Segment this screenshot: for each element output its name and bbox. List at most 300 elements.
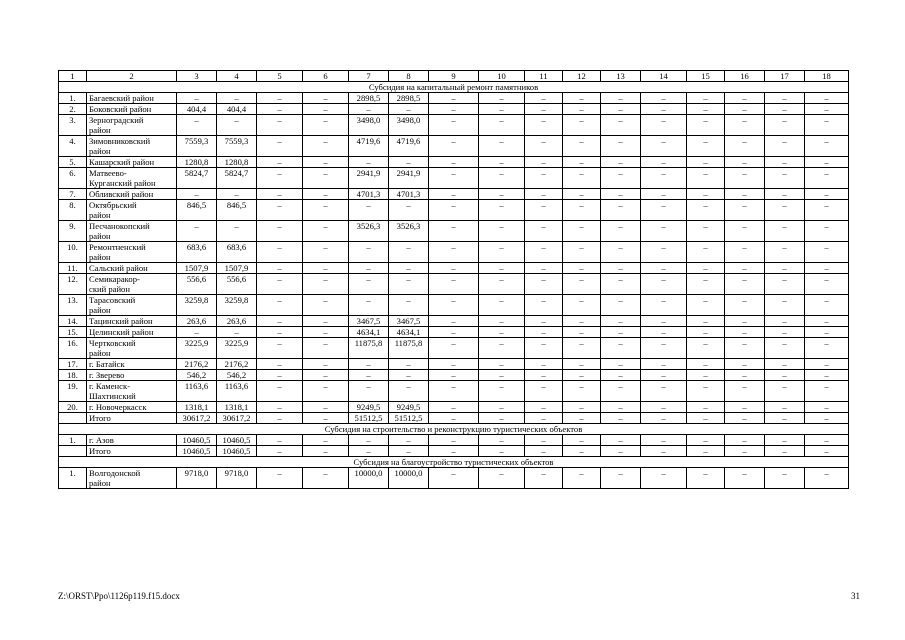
- column-number-cell: 14: [641, 71, 687, 82]
- value-cell: –: [725, 370, 765, 381]
- value-cell: –: [563, 242, 601, 263]
- value-cell: –: [429, 104, 479, 115]
- value-cell: –: [687, 274, 725, 295]
- value-cell: –: [479, 189, 525, 200]
- value-cell: –: [805, 402, 849, 413]
- row-name-line: г. Зверево: [89, 370, 125, 380]
- value-cell: –: [257, 274, 303, 295]
- row-name-line: г. Азов: [89, 435, 114, 445]
- value-cell: –: [765, 359, 805, 370]
- value-cell: –: [525, 274, 563, 295]
- value-cell: –: [805, 295, 849, 316]
- row-name-cell: [87, 189, 177, 200]
- value-cell: –: [641, 221, 687, 242]
- value-cell: –: [525, 93, 563, 104]
- value-cell: –: [641, 104, 687, 115]
- column-number-cell: 15: [687, 71, 725, 82]
- row-name-cell: [87, 221, 177, 242]
- section-title-row: [59, 457, 849, 468]
- value-cell: –: [601, 468, 641, 489]
- value-cell: –: [563, 157, 601, 168]
- value-cell: –: [303, 93, 349, 104]
- value-cell: –: [479, 413, 525, 424]
- value-cell: –: [725, 274, 765, 295]
- row-name-cell: [87, 200, 177, 221]
- value-cell: –: [687, 157, 725, 168]
- value-cell: –: [389, 200, 429, 221]
- value-cell: –: [257, 221, 303, 242]
- value-cell: –: [805, 435, 849, 446]
- table-row: [59, 295, 849, 316]
- value-cell: –: [217, 327, 257, 338]
- value-cell: –: [177, 221, 217, 242]
- value-cell: –: [563, 413, 601, 424]
- value-cell: –: [303, 413, 349, 424]
- value-cell: –: [765, 104, 805, 115]
- value-cell: –: [601, 370, 641, 381]
- value-cell: –: [257, 413, 303, 424]
- value-cell: –: [687, 104, 725, 115]
- value-cell: 10460,5: [177, 446, 217, 457]
- value-cell: –: [563, 221, 601, 242]
- value-cell: –: [601, 168, 641, 189]
- value-cell: 1280,8: [217, 157, 257, 168]
- value-cell: –: [641, 115, 687, 136]
- row-name-cell: [87, 468, 177, 489]
- value-cell: –: [687, 168, 725, 189]
- row-name-cell: [87, 327, 177, 338]
- value-cell: 3526,3: [349, 221, 389, 242]
- row-name-line: Тарасовский: [89, 295, 136, 305]
- row-name-line: г. Батайск: [89, 359, 125, 369]
- section-title: Субсидия на строительство и реконструкцию туристических объектов: [59, 424, 849, 435]
- value-cell: –: [349, 381, 389, 402]
- table-row: [59, 413, 849, 424]
- value-cell: –: [687, 221, 725, 242]
- value-cell: –: [725, 413, 765, 424]
- value-cell: 263,6: [177, 316, 217, 327]
- value-cell: –: [765, 316, 805, 327]
- row-number-cell: 2.: [59, 104, 87, 115]
- value-cell: 2941,9: [389, 168, 429, 189]
- value-cell: –: [257, 446, 303, 457]
- value-cell: –: [177, 115, 217, 136]
- value-cell: –: [429, 136, 479, 157]
- row-name-line: Итого: [89, 413, 111, 423]
- value-cell: –: [349, 242, 389, 263]
- value-cell: –: [563, 402, 601, 413]
- value-cell: –: [349, 435, 389, 446]
- row-name-line: Шахтинский: [89, 391, 136, 401]
- value-cell: –: [479, 263, 525, 274]
- row-name-cell: [87, 435, 177, 446]
- value-cell: –: [805, 157, 849, 168]
- value-cell: 30617,2: [217, 413, 257, 424]
- value-cell: –: [725, 359, 765, 370]
- value-cell: –: [217, 93, 257, 104]
- value-cell: –: [525, 381, 563, 402]
- value-cell: –: [479, 115, 525, 136]
- value-cell: –: [641, 295, 687, 316]
- value-cell: –: [765, 115, 805, 136]
- value-cell: –: [601, 338, 641, 359]
- value-cell: –: [479, 104, 525, 115]
- value-cell: 2898,5: [349, 93, 389, 104]
- value-cell: 4634,1: [349, 327, 389, 338]
- value-cell: –: [257, 295, 303, 316]
- row-number-cell: 14.: [59, 316, 87, 327]
- value-cell: 4634,1: [389, 327, 429, 338]
- value-cell: –: [389, 274, 429, 295]
- value-cell: –: [303, 200, 349, 221]
- value-cell: 1318,1: [177, 402, 217, 413]
- value-cell: –: [525, 221, 563, 242]
- value-cell: –: [641, 136, 687, 157]
- row-name-cell: [87, 157, 177, 168]
- value-cell: –: [687, 295, 725, 316]
- row-number-cell: 12.: [59, 274, 87, 295]
- row-name-line: район: [89, 478, 111, 488]
- table-row: [59, 168, 849, 189]
- value-cell: –: [725, 104, 765, 115]
- row-name-cell: [87, 93, 177, 104]
- value-cell: –: [725, 200, 765, 221]
- value-cell: 4701,3: [389, 189, 429, 200]
- value-cell: –: [429, 242, 479, 263]
- value-cell: 3526,3: [389, 221, 429, 242]
- value-cell: –: [601, 413, 641, 424]
- value-cell: –: [479, 221, 525, 242]
- column-number-cell: 13: [601, 71, 641, 82]
- row-name-line: ский район: [89, 284, 130, 294]
- row-name-line: Тацинский район: [89, 316, 153, 326]
- row-name-cell: [87, 370, 177, 381]
- row-name-line: район: [89, 231, 111, 241]
- value-cell: –: [257, 157, 303, 168]
- value-cell: –: [687, 370, 725, 381]
- value-cell: –: [563, 168, 601, 189]
- value-cell: 51512,5: [349, 413, 389, 424]
- value-cell: –: [805, 200, 849, 221]
- value-cell: 404,4: [177, 104, 217, 115]
- value-cell: –: [687, 200, 725, 221]
- row-name-line: район: [89, 305, 111, 315]
- value-cell: –: [479, 316, 525, 327]
- table-row: [59, 136, 849, 157]
- value-cell: –: [303, 136, 349, 157]
- row-number-cell: 19.: [59, 381, 87, 402]
- value-cell: –: [303, 221, 349, 242]
- row-name-line: район: [89, 125, 111, 135]
- value-cell: –: [601, 104, 641, 115]
- column-number-cell: 7: [349, 71, 389, 82]
- value-cell: –: [177, 327, 217, 338]
- row-name-line: район: [89, 146, 111, 156]
- value-cell: –: [349, 274, 389, 295]
- value-cell: –: [641, 274, 687, 295]
- value-cell: –: [257, 263, 303, 274]
- value-cell: –: [765, 263, 805, 274]
- value-cell: 10460,5: [217, 446, 257, 457]
- table-row: [59, 104, 849, 115]
- value-cell: 5824,7: [177, 168, 217, 189]
- value-cell: –: [725, 435, 765, 446]
- value-cell: –: [429, 413, 479, 424]
- value-cell: 2898,5: [389, 93, 429, 104]
- value-cell: –: [601, 189, 641, 200]
- value-cell: 1280,8: [177, 157, 217, 168]
- row-name-line: Целинский район: [89, 327, 154, 337]
- value-cell: –: [563, 446, 601, 457]
- table-row: [59, 359, 849, 370]
- value-cell: 683,6: [217, 242, 257, 263]
- table-row: [59, 435, 849, 446]
- value-cell: –: [525, 316, 563, 327]
- value-cell: –: [303, 359, 349, 370]
- row-name-line: Матвеево-: [89, 168, 127, 178]
- value-cell: –: [479, 157, 525, 168]
- table-row: [59, 338, 849, 359]
- value-cell: –: [601, 327, 641, 338]
- row-name-line: район: [89, 210, 111, 220]
- value-cell: –: [805, 316, 849, 327]
- value-cell: –: [349, 446, 389, 457]
- value-cell: –: [563, 370, 601, 381]
- table-row: [59, 327, 849, 338]
- row-number-cell: 17.: [59, 359, 87, 370]
- value-cell: –: [765, 413, 805, 424]
- value-cell: –: [805, 446, 849, 457]
- column-number-cell: 3: [177, 71, 217, 82]
- value-cell: –: [257, 435, 303, 446]
- value-cell: 1318,1: [217, 402, 257, 413]
- value-cell: –: [765, 136, 805, 157]
- value-cell: –: [429, 316, 479, 327]
- value-cell: –: [765, 468, 805, 489]
- value-cell: 9249,5: [349, 402, 389, 413]
- row-name-line: г. Новочеркасск: [89, 402, 147, 412]
- value-cell: –: [389, 295, 429, 316]
- value-cell: –: [525, 446, 563, 457]
- value-cell: –: [641, 168, 687, 189]
- value-cell: –: [479, 242, 525, 263]
- column-number-cell: 18: [805, 71, 849, 82]
- value-cell: –: [641, 435, 687, 446]
- row-number-cell: 3.: [59, 115, 87, 136]
- column-number-cell: 4: [217, 71, 257, 82]
- value-cell: –: [257, 115, 303, 136]
- value-cell: 2941,9: [349, 168, 389, 189]
- row-number-cell: 8.: [59, 200, 87, 221]
- value-cell: –: [687, 435, 725, 446]
- value-cell: –: [687, 338, 725, 359]
- row-name-line: Семикаракор-: [89, 274, 140, 284]
- table-row: [59, 157, 849, 168]
- value-cell: –: [805, 274, 849, 295]
- row-number-cell: 15.: [59, 327, 87, 338]
- value-cell: –: [525, 200, 563, 221]
- row-number-cell: 1.: [59, 468, 87, 489]
- value-cell: 2176,2: [177, 359, 217, 370]
- value-cell: 1507,9: [177, 263, 217, 274]
- row-name-cell: [87, 263, 177, 274]
- value-cell: –: [303, 157, 349, 168]
- value-cell: –: [805, 468, 849, 489]
- row-name-cell: [87, 274, 177, 295]
- value-cell: –: [805, 327, 849, 338]
- value-cell: –: [257, 93, 303, 104]
- value-cell: –: [257, 168, 303, 189]
- value-cell: –: [429, 435, 479, 446]
- value-cell: –: [525, 263, 563, 274]
- row-name-cell: [87, 381, 177, 402]
- value-cell: –: [525, 370, 563, 381]
- value-cell: –: [303, 295, 349, 316]
- value-cell: 9718,0: [177, 468, 217, 489]
- value-cell: –: [641, 316, 687, 327]
- value-cell: –: [805, 413, 849, 424]
- value-cell: –: [725, 189, 765, 200]
- value-cell: –: [257, 359, 303, 370]
- table-row: [59, 221, 849, 242]
- value-cell: –: [303, 242, 349, 263]
- value-cell: 3259,8: [217, 295, 257, 316]
- value-cell: –: [525, 435, 563, 446]
- value-cell: –: [389, 381, 429, 402]
- value-cell: –: [429, 274, 479, 295]
- value-cell: –: [217, 221, 257, 242]
- value-cell: –: [601, 136, 641, 157]
- value-cell: –: [479, 200, 525, 221]
- value-cell: –: [217, 189, 257, 200]
- value-cell: –: [429, 359, 479, 370]
- value-cell: 11875,8: [389, 338, 429, 359]
- value-cell: 11875,8: [349, 338, 389, 359]
- table-row: [59, 468, 849, 489]
- value-cell: –: [805, 168, 849, 189]
- row-name-cell: [87, 338, 177, 359]
- value-cell: –: [479, 435, 525, 446]
- value-cell: –: [601, 93, 641, 104]
- value-cell: –: [687, 316, 725, 327]
- value-cell: 556,6: [177, 274, 217, 295]
- value-cell: –: [303, 316, 349, 327]
- value-cell: –: [563, 327, 601, 338]
- section-title-row: [59, 82, 849, 93]
- value-cell: 546,2: [177, 370, 217, 381]
- value-cell: –: [563, 338, 601, 359]
- row-name-line: Обливский район: [89, 189, 154, 199]
- value-cell: 51512,5: [389, 413, 429, 424]
- value-cell: –: [429, 338, 479, 359]
- value-cell: –: [525, 413, 563, 424]
- value-cell: –: [641, 370, 687, 381]
- row-number-cell: 6.: [59, 168, 87, 189]
- value-cell: –: [687, 413, 725, 424]
- value-cell: –: [687, 381, 725, 402]
- table-row: [59, 446, 849, 457]
- value-cell: –: [389, 157, 429, 168]
- value-cell: –: [641, 242, 687, 263]
- value-cell: –: [303, 370, 349, 381]
- value-cell: –: [525, 189, 563, 200]
- value-cell: –: [805, 136, 849, 157]
- row-number-cell: 9.: [59, 221, 87, 242]
- value-cell: –: [349, 104, 389, 115]
- value-cell: –: [303, 402, 349, 413]
- value-cell: –: [641, 338, 687, 359]
- value-cell: –: [687, 242, 725, 263]
- value-cell: –: [257, 402, 303, 413]
- value-cell: 3467,5: [349, 316, 389, 327]
- value-cell: –: [479, 359, 525, 370]
- row-number-cell: 11.: [59, 263, 87, 274]
- row-name-cell: [87, 295, 177, 316]
- value-cell: 10000,0: [389, 468, 429, 489]
- column-number-cell: 10: [479, 71, 525, 82]
- value-cell: 3467,5: [389, 316, 429, 327]
- value-cell: –: [389, 104, 429, 115]
- value-cell: –: [389, 263, 429, 274]
- value-cell: –: [641, 446, 687, 457]
- value-cell: –: [303, 435, 349, 446]
- section-title-row: [59, 424, 849, 435]
- value-cell: 7559,3: [217, 136, 257, 157]
- value-cell: –: [429, 402, 479, 413]
- table-row: [59, 93, 849, 104]
- value-cell: –: [601, 402, 641, 413]
- subsidy-table: [58, 70, 849, 489]
- row-name-line: Сальский район: [89, 263, 148, 273]
- value-cell: –: [563, 136, 601, 157]
- value-cell: –: [725, 168, 765, 189]
- value-cell: –: [257, 381, 303, 402]
- value-cell: –: [429, 263, 479, 274]
- value-cell: –: [805, 370, 849, 381]
- value-cell: –: [303, 168, 349, 189]
- value-cell: –: [479, 274, 525, 295]
- value-cell: –: [805, 242, 849, 263]
- value-cell: –: [725, 316, 765, 327]
- value-cell: –: [641, 468, 687, 489]
- row-number-cell: 16.: [59, 338, 87, 359]
- value-cell: 556,6: [217, 274, 257, 295]
- value-cell: 3498,0: [389, 115, 429, 136]
- value-cell: –: [257, 242, 303, 263]
- table-row: [59, 242, 849, 263]
- value-cell: –: [389, 359, 429, 370]
- value-cell: –: [641, 381, 687, 402]
- value-cell: –: [479, 338, 525, 359]
- value-cell: –: [601, 263, 641, 274]
- value-cell: –: [349, 370, 389, 381]
- row-name-line: Ремонтненский: [89, 242, 146, 252]
- value-cell: –: [563, 263, 601, 274]
- value-cell: –: [687, 359, 725, 370]
- row-name-line: Песчанокопский: [89, 221, 150, 231]
- value-cell: –: [479, 295, 525, 316]
- value-cell: –: [479, 446, 525, 457]
- value-cell: –: [765, 168, 805, 189]
- value-cell: –: [601, 435, 641, 446]
- value-cell: –: [641, 359, 687, 370]
- value-cell: –: [805, 221, 849, 242]
- value-cell: –: [601, 446, 641, 457]
- value-cell: –: [525, 327, 563, 338]
- value-cell: –: [563, 435, 601, 446]
- value-cell: 9249,5: [389, 402, 429, 413]
- value-cell: 7559,3: [177, 136, 217, 157]
